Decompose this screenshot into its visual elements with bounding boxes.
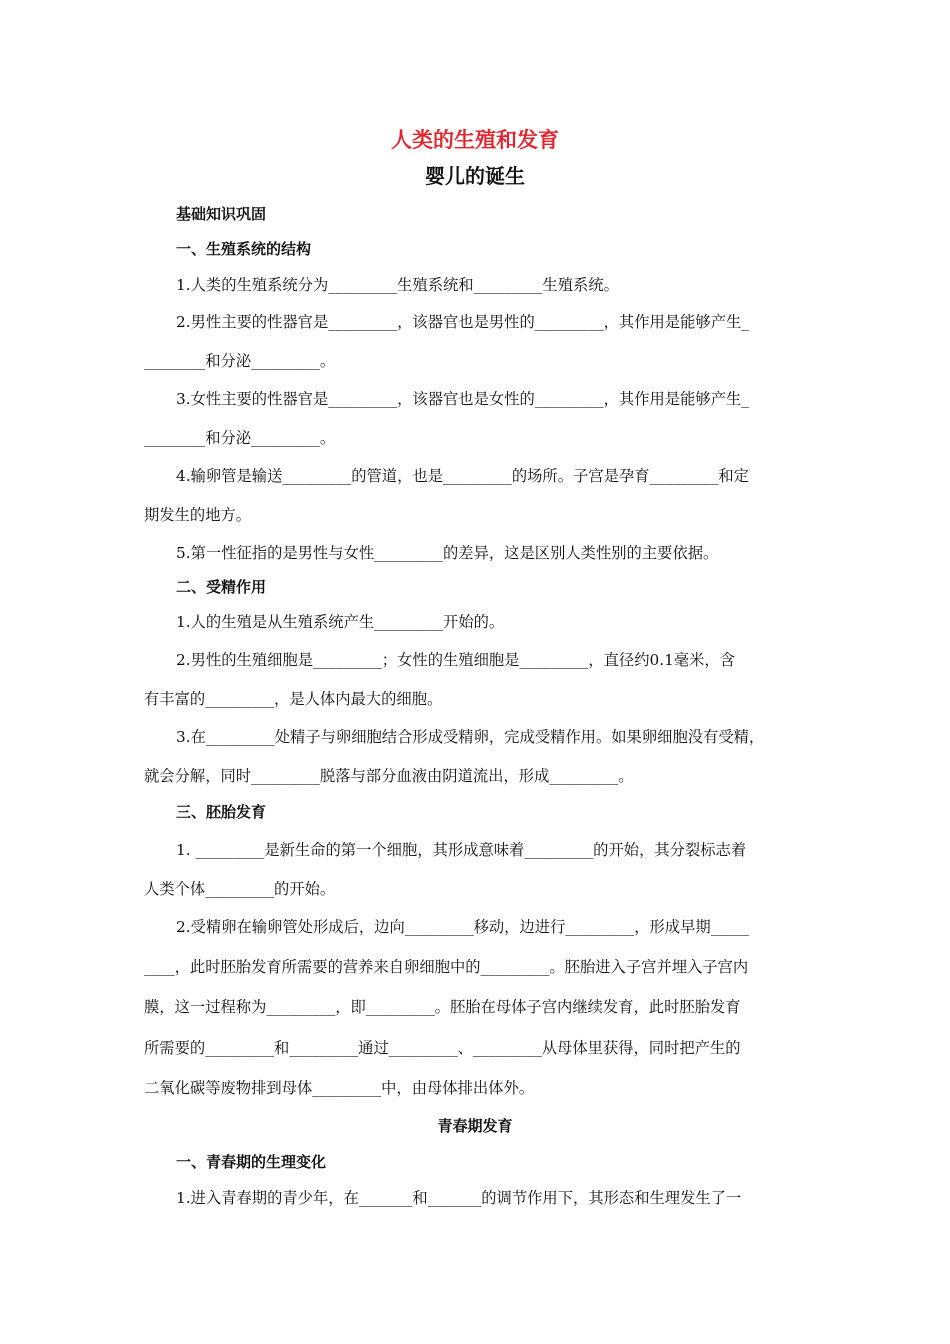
part1-line: 5.第一性征指的是男性与女性_________的差异，这是区别人类性别的主要依据。 <box>176 544 719 562</box>
document-subtitle: 婴儿的诞生 <box>425 164 525 188</box>
part1-line: 4.输卵管是输送_________的管道，也是_________的场所。子宫是孕育_________和定 <box>176 467 749 485</box>
part2-line: 2.男性的生殖细胞是_________；女性的生殖细胞是_________，直径约0.1毫米，含 <box>176 651 736 669</box>
part3-line: 1. _________是新生命的第一个细胞，其形成意味着_________的开始，其分裂标志着 <box>176 841 747 859</box>
section-basic-heading: 基础知识巩固 <box>176 205 267 223</box>
document-title: 人类的生殖和发育 <box>391 128 559 152</box>
part2-line: 1.人的生殖是从生殖系统产生_________开始的。 <box>176 613 505 631</box>
part1-line: 3.女性主要的性器官是_________，该器官也是女性的_________，其作用是能够产生_ <box>176 390 749 408</box>
part3-line: 所需要的_________和_________通过_________、_________从母体里获得，同时把产生的 <box>144 1039 741 1057</box>
part1-line: 1.人类的生殖系统分为_________生殖系统和_________生殖系统。 <box>176 276 619 294</box>
part1-heading: 一、生殖系统的结构 <box>176 240 312 258</box>
part2-line: 有丰富的_________，是人体内最大的细胞。 <box>144 690 443 708</box>
part3-line: 膜，这一过程称为_________，即_________。胚胎在母体子宫内继续发育，此时胚胎发育 <box>144 998 741 1016</box>
section-puberty-heading: 青春期发育 <box>437 1117 513 1135</box>
part1-line: 2.男性主要的性器官是_________，该器官也是男性的_________，其作用是能够产生_ <box>176 313 749 331</box>
part1-line: ________和分泌_________。 <box>144 429 336 447</box>
part3-line: 二氧化碳等废物排到母体_________中，由母体排出体外。 <box>144 1079 535 1097</box>
part3-line: 人类个体_________的开始。 <box>144 880 336 898</box>
part3-line: 2.受精卵在输卵管处形成后，边向_________移动，边进行_________，形成早期_____ <box>176 918 749 936</box>
part2-line: 就会分解，同时_________脱落与部分血液由阴道流出，形成_________。 <box>144 767 634 785</box>
part1-line: 期发生的地方。 <box>144 506 252 524</box>
part2-line: 3.在_________处精子与卵细胞结合形成受精卵，完成受精作用。如果卵细胞没有受精， <box>176 728 765 746</box>
part4-line: 1.进入青春期的青少年，在_______和_______的调节作用下，其形态和生理发生了一 <box>176 1189 742 1207</box>
part3-line: ____，此时胚胎发育所需要的营养来自卵细胞中的_________。胚胎进入子宫并埋入子宫内 <box>144 958 749 976</box>
part1-line: ________和分泌_________。 <box>144 352 336 370</box>
part4-heading: 一、青春期的生理变化 <box>176 1153 327 1171</box>
part3-heading: 三、胚胎发育 <box>176 803 267 821</box>
part2-heading: 二、受精作用 <box>176 578 267 596</box>
